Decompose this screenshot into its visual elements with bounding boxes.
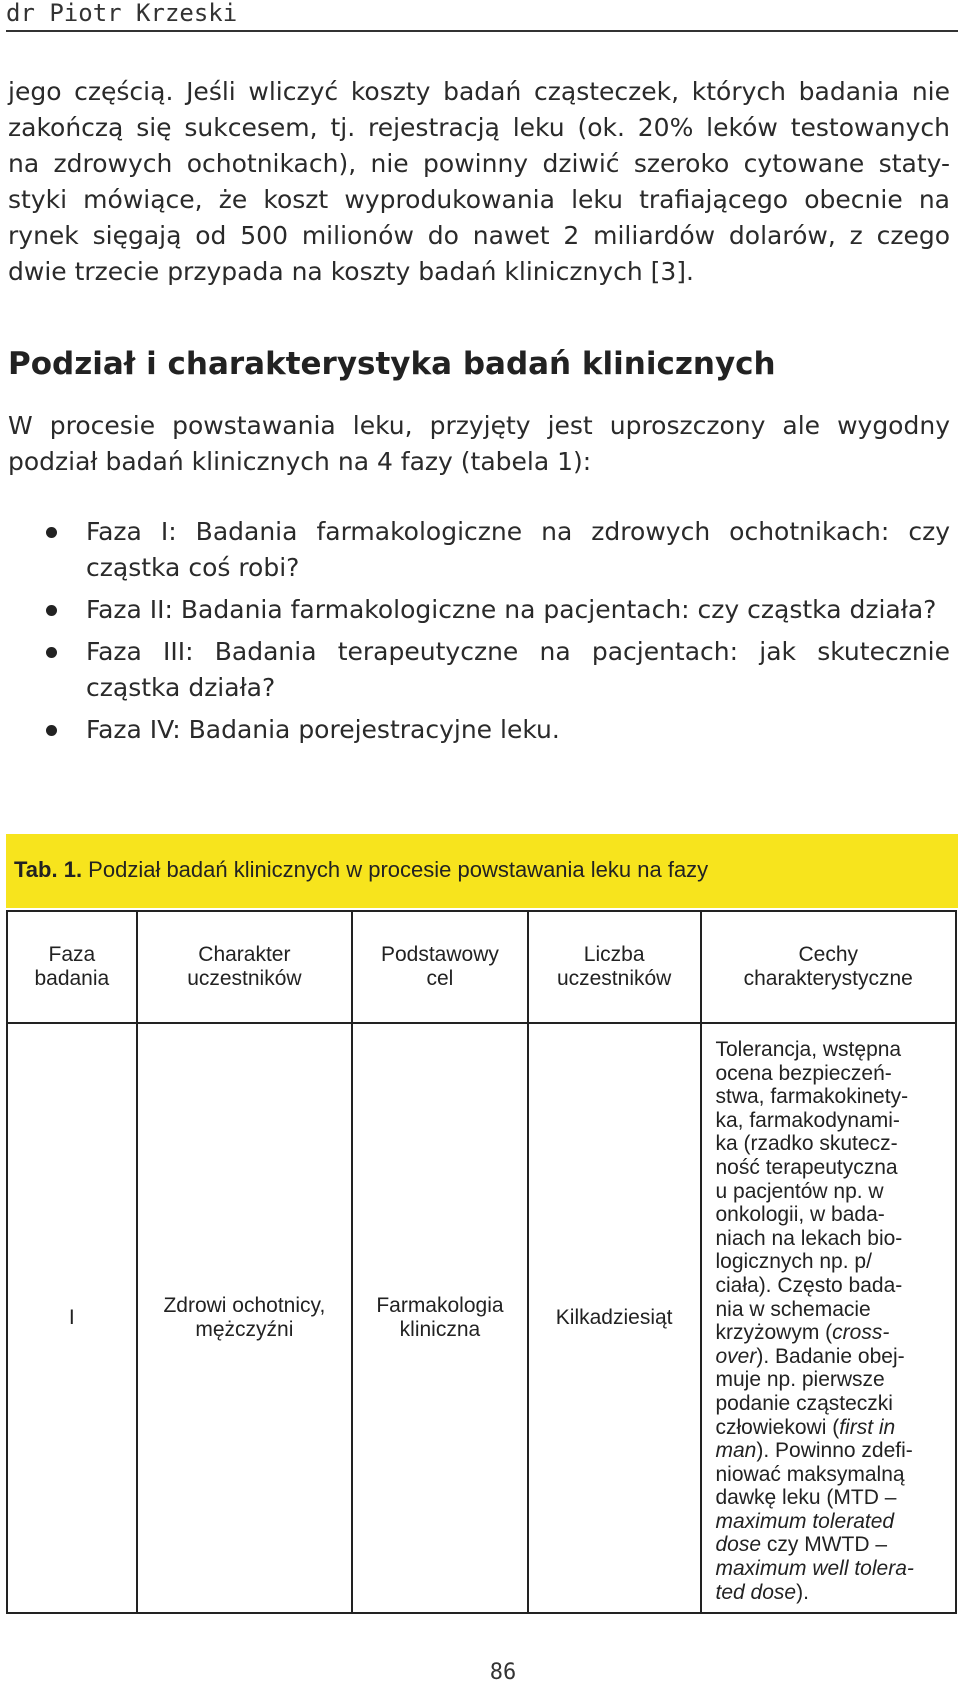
header-count: Liczba uczestników xyxy=(528,911,701,1023)
table-header-row xyxy=(7,911,956,1023)
bullet-line: Faza I: Badania farmakologiczne na zdrowych ochotnikach: czy xyxy=(86,517,950,546)
phase-bullet-item xyxy=(0,514,950,586)
phase-bullet-item xyxy=(0,634,950,706)
intro-paragraph xyxy=(8,74,950,290)
bullet-line: cząstka działa? xyxy=(86,673,276,702)
bullet-line: Faza IV: Badania porejestracyjne leku. xyxy=(86,715,560,744)
cell-participants: Zdrowi ochotnicy, mężczyźni xyxy=(137,1023,352,1613)
cell-phase: I xyxy=(7,1023,137,1613)
header-goal: Podstawowy cel xyxy=(352,911,528,1023)
phase-bullet-item xyxy=(0,712,950,748)
table-caption-bar xyxy=(6,834,958,908)
intro-line: jego częścią. Jeśli wliczyć koszty badań cząsteczek, których badania nie xyxy=(8,77,950,106)
table-caption-text: Podział badań klinicznych w procesie powstawania leku na fazy xyxy=(82,857,709,882)
intro-line: na zdrowych ochotnikach), nie powinny dziwić szeroko cytowane staty- xyxy=(8,149,950,178)
section-paragraph-line: W procesie powstawania leku, przyjęty jest uproszczony ale wygodny xyxy=(8,411,950,440)
table-row xyxy=(7,1023,956,1613)
clinical-phases-table xyxy=(6,910,957,1614)
cell-count: Kilkadziesiąt xyxy=(528,1023,701,1613)
section-paragraph xyxy=(8,408,950,480)
cell-goal: Farmakologia kliniczna xyxy=(352,1023,528,1613)
phase-bullet-list xyxy=(0,514,950,754)
intro-line: zakończą się sukcesem, tj. rejestracją leku (ok. 20% leków testowanych xyxy=(8,113,950,142)
table-caption xyxy=(14,856,708,884)
table-caption-label: Tab. 1. xyxy=(14,857,83,882)
header-phase: Faza badania xyxy=(7,911,137,1023)
header-features: Cechy charakterystyczne xyxy=(701,911,957,1023)
phase-bullet-item xyxy=(0,592,950,628)
bullet-line: cząstka coś robi? xyxy=(86,553,300,582)
section-heading: Podział i charakterystyka badań klinicznych xyxy=(8,346,776,382)
intro-line: styki mówiące, że koszt wyprodukowania leku trafiającego obecnie na xyxy=(8,185,950,214)
cell-features: Tolerancja, wstępna ocena bezpieczeń- stwa, farmakokinety- ka, farmakodynami- ka (rzadko skutecz- ność terapeutyczna u pacjentów np. w onkologii, w bada- niach na lekach bio- logicznych np. p/ ciała). Często bada- nia w schemacie krzyżowym (cross- over). Badanie obej- muje np. pierwsze podanie cząsteczki człowiekowi (first in man). Powinno zdefi- niować maksymalną dawkę leku (MTD – maximum tolerated dose czy MWTD – maximum well tolera- ted dose). xyxy=(701,1023,957,1613)
bullet-dot-icon xyxy=(46,647,57,658)
page-number: 86 xyxy=(489,1660,517,1685)
section-paragraph-line: podział badań klinicznych na 4 fazy (tabela 1): xyxy=(8,447,592,476)
intro-line: rynek sięgają od 500 milionów do nawet 2 miliardów dolarów, z czego xyxy=(8,221,950,250)
intro-line: dwie trzecie przypada na koszty badań klinicznych [3]. xyxy=(8,257,694,286)
bullet-dot-icon xyxy=(46,725,57,736)
bullet-dot-icon xyxy=(46,527,57,538)
running-header-author: dr Piotr Krzeski xyxy=(6,0,958,32)
bullet-dot-icon xyxy=(46,605,57,616)
bullet-line: Faza II: Badania farmakologiczne na pacjentach: czy cząstka działa? xyxy=(86,595,937,624)
header-participants: Charakter uczestników xyxy=(137,911,352,1023)
bullet-line: Faza III: Badania terapeutyczne na pacjentach: jak skutecznie xyxy=(86,637,950,666)
